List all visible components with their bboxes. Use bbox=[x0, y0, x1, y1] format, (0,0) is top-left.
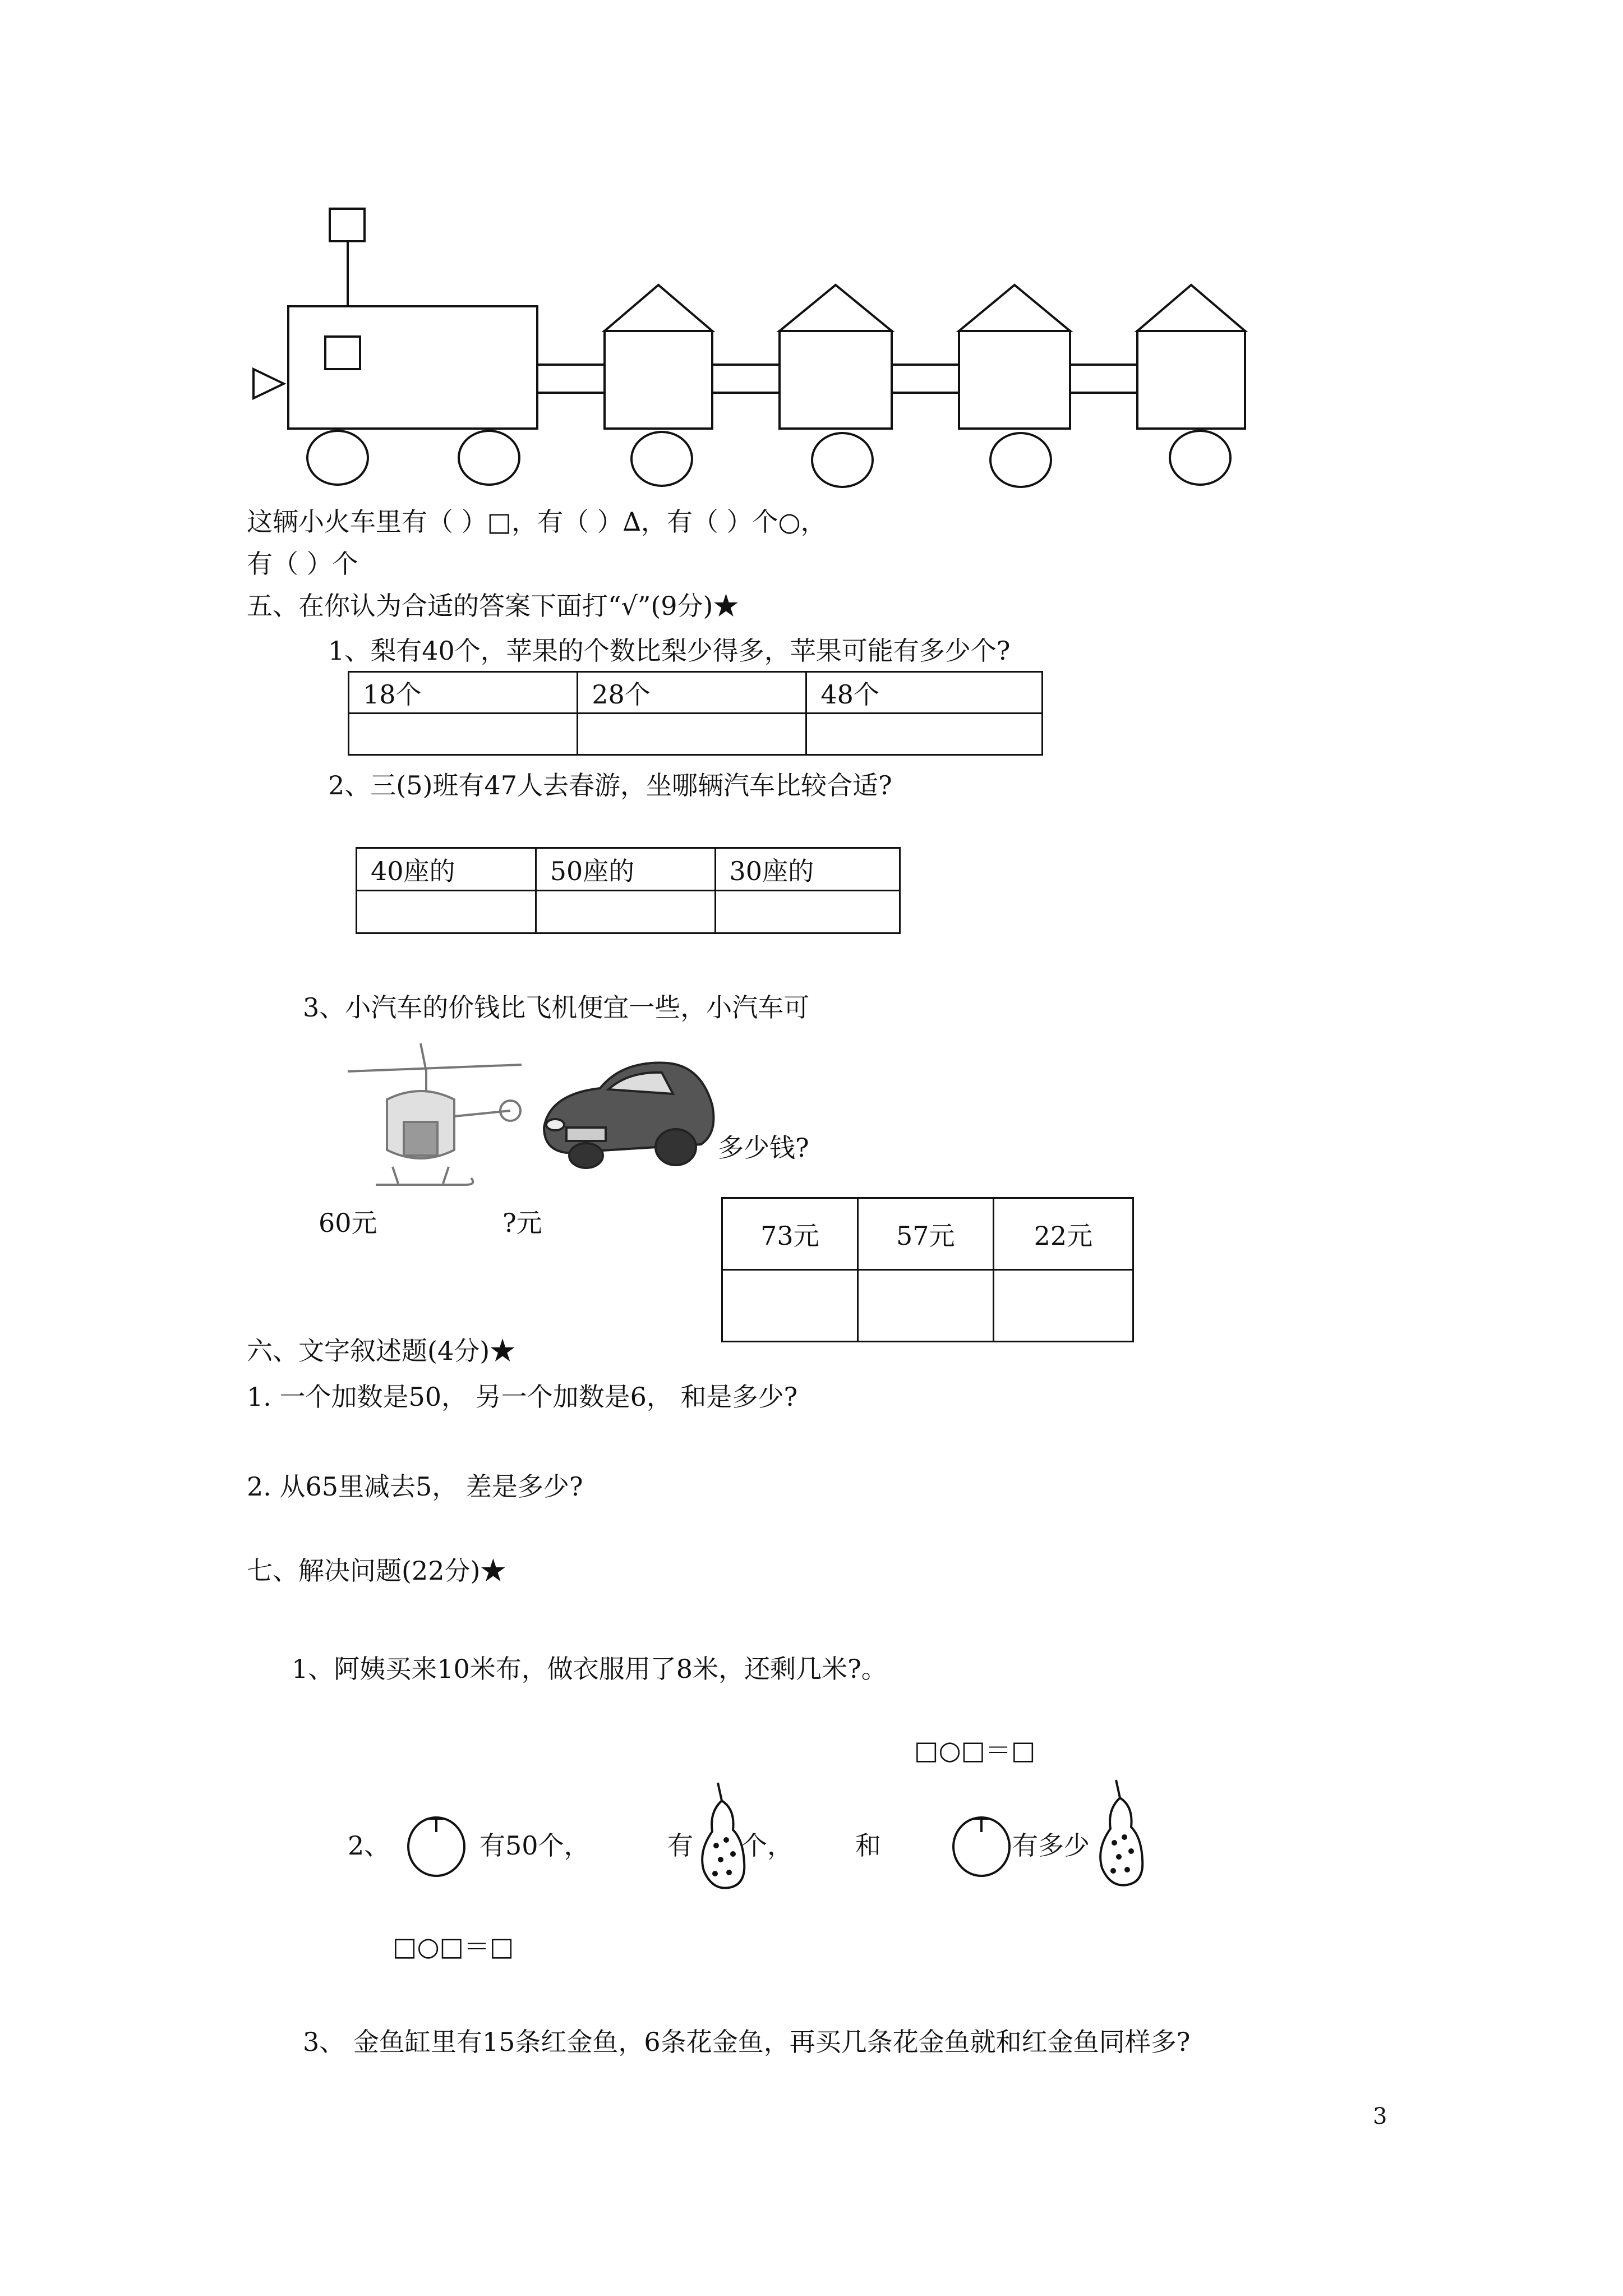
section6-title: 六、文字叙述题(4分)★ bbox=[247, 1336, 516, 1366]
car-price: ?元 bbox=[502, 1208, 542, 1238]
section5-q2-text: 2、三(5)班有47人去春游，坐哪辆汽车比较合适? bbox=[328, 770, 892, 800]
answer-cell[interactable] bbox=[349, 714, 578, 755]
section5-q2-options-table bbox=[356, 847, 901, 934]
section7-q2-a: 有50个， bbox=[479, 1830, 590, 1861]
section7-q2-formula: □○□＝□ bbox=[393, 1931, 514, 1962]
car2-body bbox=[780, 331, 892, 429]
section7-q1-formula: □○□＝□ bbox=[914, 1735, 1036, 1765]
answer-cell[interactable] bbox=[722, 1270, 858, 1342]
section7-q2-e: 有多少 bbox=[1012, 1830, 1090, 1861]
section7-q3: 3、 金鱼缸里有15条红金鱼，6条花金鱼，再买几条花金鱼就和红金鱼同样多? bbox=[303, 2027, 1191, 2057]
apple-icon bbox=[948, 1806, 1015, 1879]
answer-cell[interactable] bbox=[357, 891, 536, 933]
answer-cell[interactable] bbox=[806, 714, 1043, 755]
car3-body bbox=[959, 331, 1070, 429]
train-question-line2: 有（ ）个 bbox=[247, 549, 358, 579]
engine-window bbox=[325, 337, 360, 369]
section5-q1-options-table bbox=[348, 671, 1043, 756]
answer-cell[interactable] bbox=[857, 1270, 993, 1342]
section5-q3-text: 3、小汽车的价钱比飞机便宜一些，小汽车可 bbox=[303, 992, 810, 1023]
car3-roof bbox=[959, 285, 1070, 331]
option-cell: 73元 bbox=[722, 1198, 858, 1270]
option-cell: 50座的 bbox=[536, 848, 715, 891]
car2-roof bbox=[780, 285, 892, 331]
section5-q3-text-cont: 多少钱? bbox=[718, 1133, 809, 1163]
answer-cell[interactable] bbox=[993, 1270, 1133, 1342]
answer-cell[interactable] bbox=[578, 714, 806, 755]
section6-q2: 2. 从65里减去5， 差是多少? bbox=[247, 1471, 583, 1502]
option-cell: 18个 bbox=[349, 672, 578, 714]
engine-front-triangle bbox=[253, 369, 284, 398]
section5-title: 五、在你认为合适的答案下面打“√”(9分)★ bbox=[247, 591, 739, 621]
chimney-square bbox=[330, 209, 365, 241]
train-figure bbox=[247, 202, 1267, 494]
section7-q2-number: 2、 bbox=[348, 1830, 390, 1861]
option-cell: 30座的 bbox=[715, 848, 900, 891]
apple-icon bbox=[403, 1806, 470, 1879]
section5-q1-text: 1、梨有40个，苹果的个数比梨少得多，苹果可能有多少个? bbox=[328, 636, 1011, 666]
section5-q3-options-table bbox=[721, 1197, 1134, 1342]
answer-cell[interactable] bbox=[536, 891, 715, 933]
train-question-line1: 这辆小火车里有（ ）□，有（ ）∆，有（ ）个○， bbox=[247, 507, 827, 537]
answer-cell[interactable] bbox=[715, 891, 900, 933]
section7-q2-d: 和 bbox=[855, 1830, 881, 1861]
option-cell: 22元 bbox=[993, 1198, 1133, 1270]
option-cell: 40座的 bbox=[357, 848, 536, 891]
option-cell: 28个 bbox=[578, 672, 806, 714]
section7-q1: 1、阿姨买来10米布，做衣服用了8米，还剩几米?。 bbox=[292, 1654, 887, 1684]
section7-title: 七、解决问题(22分)★ bbox=[247, 1556, 506, 1586]
option-cell: 57元 bbox=[857, 1198, 993, 1270]
car-image bbox=[533, 1043, 723, 1172]
plane-price: 60元 bbox=[319, 1208, 377, 1238]
section7-q2-b: 有 bbox=[667, 1830, 693, 1861]
car4-roof bbox=[1137, 285, 1245, 331]
pear-icon bbox=[1096, 1775, 1147, 1893]
car4-body bbox=[1137, 331, 1245, 429]
car1-roof bbox=[605, 285, 712, 331]
car1-body bbox=[605, 331, 712, 429]
helicopter-image bbox=[342, 1038, 527, 1200]
page-number: 3 bbox=[1373, 2104, 1387, 2129]
option-cell: 48个 bbox=[806, 672, 1043, 714]
section7-q2-c: 个， bbox=[741, 1830, 793, 1861]
section6-q1: 1. 一个加数是50， 另一个加数是6， 和是多少? bbox=[247, 1382, 798, 1412]
